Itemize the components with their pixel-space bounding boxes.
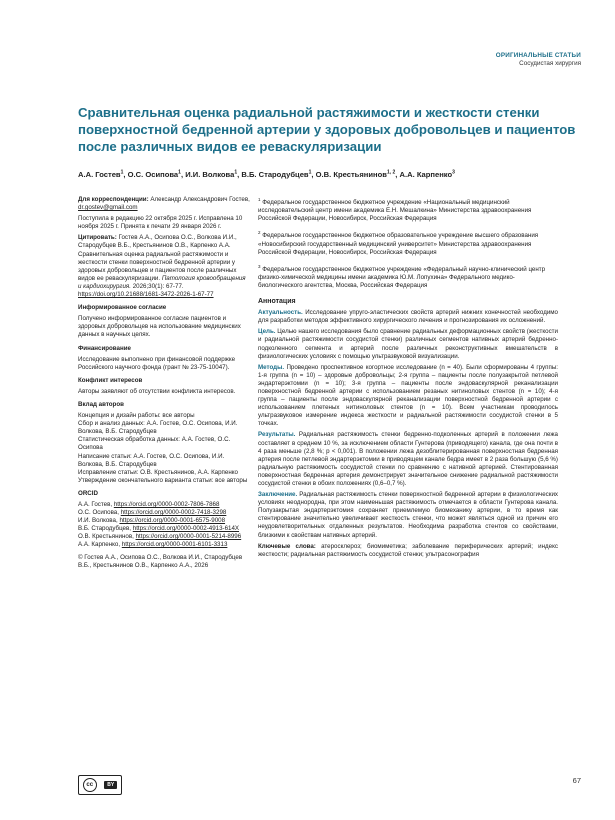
author: О.С. Осипова$^1$,	[127, 169, 186, 179]
abstract-section: Заключение. Радиальная растяжимость стенки поверхностной бедренной артерии в физиологических условиях неоднородна, при этом наименьшая растяжимость отмечается в области Гунтерова канала. Полузакрытая эндартерэктомия сохраняет приемлемую биомеханику артерии, в то время как стентирование значительно увеличивает жесткость стенки, что может являться одной из причин его неудовлетворительных отдаленных результатов. Необходима разработка стентов со свойствами, близкими к свойствам нативных артерий.	[258, 491, 558, 539]
contrib-list	[78, 412, 250, 485]
author: О.В. Крестьянинов$^{1, 2}$,	[315, 169, 400, 179]
orcid-heading: ORCID	[78, 489, 98, 497]
article-title: Сравнительная оценка радиальной растяжимости и жесткости стенки поверхностной бедренной артерии у здоровых добровольцев и пациентов после различных видов ее реваскуляризации	[78, 105, 576, 154]
author: В.Б. Стародубцев$^1$,	[241, 169, 316, 179]
contrib-item: Утверждение окончательного варианта статьи: все авторы	[78, 476, 248, 484]
citation: Цитировать: Гостев А.А., Осипова О.С., Волкова И.И., Стародубцев В.Б., Крестьянинов О.В., Карпенко А.А. Сравнительная оценка радиальной растяжимости и жесткости стенки поверхностной бедренной артерии у здоровых добровольцев и пациентов после различных видов ее реваскуляризации. Патология кровообращения и кардиохирургия. 2026;30(1): 67-77. https://doi.org/10.21688/1681-3472-2026-1-67-77	[78, 234, 246, 299]
main-column	[258, 196, 558, 562]
contrib-item: Статистическая обработка данных: А.А. Гостев, О.С. Осипова	[78, 436, 231, 452]
abstract-section: Актуальность. Исследование упруго-эластических свойств артерий нижних конечностей необходимо для разработки методов эффективного хирургического лечения и прогнозирования их осложнений.	[258, 309, 558, 325]
section-header	[496, 52, 581, 67]
conflict-heading: Конфликт интересов	[78, 376, 143, 384]
section-title: ОРИГИНАЛЬНЫЕ СТАТЬИ	[495, 52, 581, 59]
contrib-item: Сбор и анализ данных: А.А. Гостев, О.С. Осипова, И.И. Волкова, В.Б. Стародубцев	[78, 420, 238, 436]
keywords: Ключевые слова: атеросклероз; биомиметика; заболевание периферических артерий; индекс жесткости; радиальная растяжимость сосудистой стенки; ультрасонография	[258, 542, 558, 558]
orcid-item: О.В. Крестьянинов, https://orcid.org/0000-0001-5214-8996	[78, 533, 242, 541]
orcid-link[interactable]: https://orcid.org/0000-0001-6575-9008	[119, 517, 226, 525]
funding-text: Исследование выполнено при финансовой поддержке Российского научного фонда (грант № 23-75-10047).	[78, 355, 236, 371]
orcid-item: А.А. Гостев, https://orcid.org/0000-0002-7806-7868	[78, 501, 220, 508]
orcid-link[interactable]: https://orcid.org/0000-0002-7418-3298	[120, 509, 227, 517]
orcid-link[interactable]: https://orcid.org/0000-0002-4913-614X	[132, 525, 240, 533]
contrib-heading: Вклад авторов	[78, 400, 124, 408]
orcid-item: О.С. Осипова, https://orcid.org/0000-0002-7418-3298	[78, 509, 227, 517]
abstract-section: Методы. Проведено проспективное когортное исследование (n = 40). Были сформированы 4 группы: 1-я группа (n = 10) – здоровые добровольцы; 2-я группа – пациенты после полузакрытой петлевой эндартерэктомии (n = 10); 3-я группа – пациенты после эндоваскулярной реканализации поверхностной бедренной артерии с использованием резаных нитиноловых стентов (n = 10); 4-я группа – пациенты после эндоваскулярной реканализации поверхностной бедренной артерии с использованием плетеных нитиноловых стентов (n = 10). Всем участникам проводилось ультразвуковое измерение индекса жесткости и радиальной растяжимости сосудистой стенки в 5 точках.	[258, 363, 558, 428]
orcid-list	[78, 501, 250, 550]
conflict-text: Авторы заявляют об отсутствии конфликта интересов.	[78, 387, 236, 395]
funding-heading: Финансирование	[78, 344, 131, 352]
contrib-item: Исправление статьи: О.В. Крестьянинов, А.А. Карпенко	[78, 468, 238, 476]
author: И.И. Волкова$^1$,	[185, 169, 242, 179]
abstract-section: Результаты. Радиальная растяжимость стенки бедренно-подколенных артерий в положении лежа составляет в среднем 10 %, за исключением области Гунтерова (приводящего) канала, где она почти в 4 раза меньше (2,8 %; p < 0,001). В положении лежа дезоблитерированная поверхностная бедренная артерия после петлевой эндартерэктомии в приводящем канале бедра имеет в 2 раза большую (5,6 %) радиальную растяжимость сосудистой стенки по сравнению с нативной артерией. Стентированная поверхностная бедренная артерия демонстрирует значительное снижение радиальной растяжимости сосудистой стенки в обоих положениях (0,6–0,7 %).	[258, 431, 558, 487]
orcid-item: А.А. Карпенко, https://orcid.org/0000-0001-6101-3313	[78, 541, 228, 549]
affiliation: $^3$ Федеральное государственное бюджетное учреждение «Федеральный научно-клинический центр физико-химической медицины имени академика Ю.М. Лопухина» Федерального медико-биологического агентства, Москва, Российская Федерация	[258, 263, 546, 289]
affiliation: $^1$ Федеральное государственное бюджетное учреждение «Национальный медицинский исследовательский центр имени академика Е.Н. Мешалкина» Министерства здравоохранения Российской Федерации, Новосибирск, Российская Федерация	[258, 197, 532, 223]
orcid-link[interactable]: https://orcid.org/0000-0001-6101-3313	[121, 541, 228, 549]
orcid-item: И.И. Волкова, https://orcid.org/0000-0001-6575-9008	[78, 517, 226, 525]
corr-email-link[interactable]: dr.gostev@gmail.com	[78, 204, 138, 212]
cc-by-icon: cc BY	[78, 775, 122, 793]
correspondence: Для корреспонденции: Александр Александрович Гостев, dr.gostev@gmail.com	[78, 196, 250, 212]
page-number: 67	[572, 776, 581, 785]
consent-heading: Информированное согласие	[78, 304, 167, 312]
author: А.А. Гостев$^1$,	[78, 169, 128, 179]
doi-link[interactable]: https://doi.org/10.21688/1681-3472-2026-1-67-77	[78, 291, 214, 299]
copyright: © Гостев А.А., Осипова О.С., Волкова И.И., Стародубцев В.Б., Крестьянинов О.В., Карпенко А.А., 2026	[78, 553, 243, 569]
dates: Поступила в редакцию 22 октября 2025 г. Исправлена 10 ноября 2025 г. Принята к печати 29 января 2026 г.	[78, 215, 243, 231]
affiliation: $^2$ Федеральное государственное бюджетное образовательное учреждение высшего образования «Новосибирский государственный медицинский университет» Министерства здравоохранения Российской Федерации, Новосибирск, Российская Федерация	[258, 230, 539, 256]
orcid-link[interactable]: https://orcid.org/0000-0002-7806-7868	[113, 501, 220, 508]
contrib-item: Концепция и дизайн работы: все авторы	[78, 412, 195, 420]
orcid-link[interactable]: https://orcid.org/0000-0001-5214-8996	[135, 533, 242, 541]
abstract-heading: Аннотация	[258, 298, 296, 306]
author-list	[78, 169, 598, 179]
subsection-title: Сосудистая хирургия	[519, 60, 581, 67]
sidebar-info	[78, 196, 250, 573]
orcid-item: В.Б. Стародубцев, https://orcid.org/0000-0002-4913-614X	[78, 525, 240, 533]
consent-text: Получено информированное согласие пациентов и здоровых добровольцев на использование медицинских данных в научных целях.	[78, 315, 241, 339]
abstract-section: Цель. Целью нашего исследования было сравнение радиальных деформационных свойств (жесткости и радиальной растяжимости сосудистой стенки) различных сегментов нативных артерий бедренно-подколенного сегмента и артерий после различных реконструктивных вмешательств в физиологических условиях с помощью ультразвуковой визуализации.	[258, 328, 558, 360]
author: А.А. Карпенко$^3$	[399, 169, 455, 179]
contrib-item: Написание статьи: А.А. Гостев, О.С. Осипова, И.И. Волкова, В.Б. Стародубцев	[78, 452, 225, 468]
